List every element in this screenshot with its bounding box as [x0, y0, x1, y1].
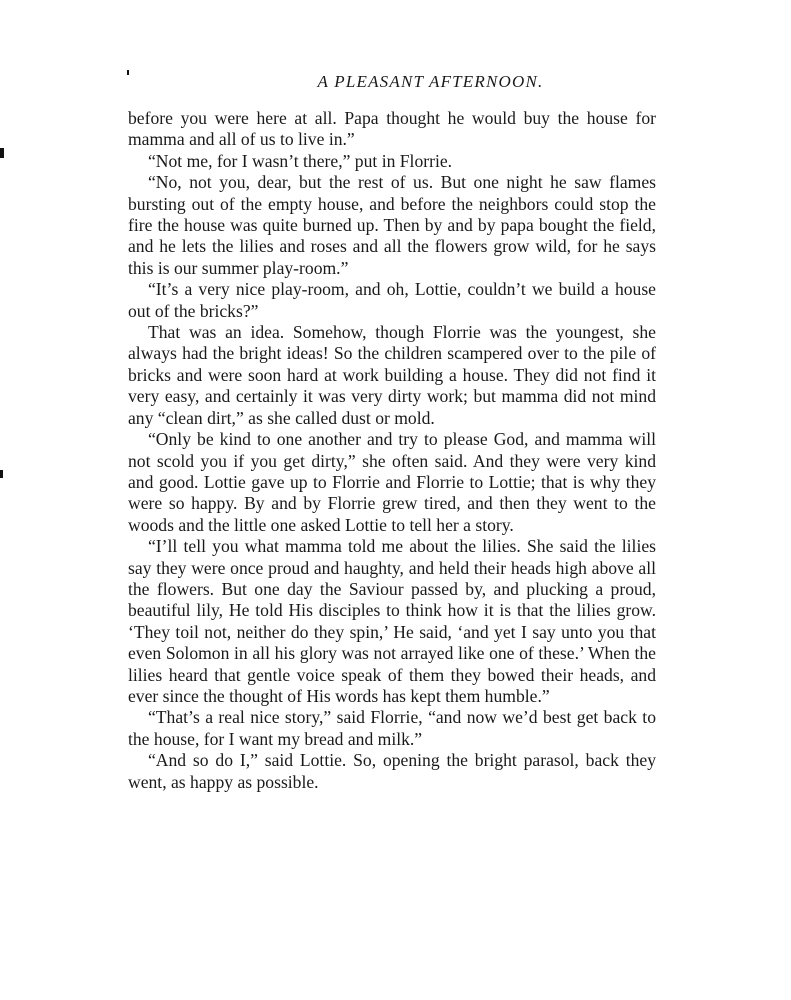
paragraph: “I’ll tell you what mamma told me about the lilies. She said the lilies say they were once proud and haughty, and held their heads high above all the flowers. But one day the Saviour passed by, and plucking a proud, beautiful lily, He told His disciples to think how it is that the lilies grow. ‘They toil not, neither do they spin,’ He said, ‘and yet I say unto you that even Solomon in all his glory was not arrayed like one of these.’ When the lilies heard that gentle voice speak of them they bowed their heads, and ever since the thought of His words has kept them humble.”	[128, 536, 656, 706]
paragraph: before you were here at all. Papa thought he would buy the house for mamma and all of us to live in.”	[128, 108, 656, 150]
running-head: A PLEASANT AFTERNOON.	[317, 72, 544, 91]
paragraph: “It’s a very nice play-room, and oh, Lottie, couldn’t we build a house out of the bricks?”	[128, 279, 656, 321]
paragraph: “Only be kind to one another and try to please God, and mamma will not scold you if you get dirty,” she often said. And they were very kind and good. Lottie gave up to Florrie and Florrie to Lottie; that is why they were so happy. By and by Florrie grew tired, and then they went to the woods and the little one asked Lottie to tell her a story.	[128, 429, 656, 535]
paragraph: “That’s a real nice story,” said Florrie, “and now we’d best get back to the house, for I want my bread and milk.”	[128, 707, 656, 749]
margin-ink-mark	[0, 148, 4, 158]
paragraph: “Not me, for I wasn’t there,” put in Florrie.	[148, 150, 453, 171]
paragraph: “No, not you, dear, but the rest of us. But one night he saw flames bursting out of the empty house, and before the neighbors could stop the fire the house was quite burned up. Then by and by papa bought the field, and he lets the lilies and roses and all the flowers grow wild, for he says this is our summer play-room.”	[128, 172, 656, 278]
body-text	[128, 108, 656, 793]
paragraph: That was an idea. Somehow, though Florrie was the youngest, she always had the bright ideas! So the children scampered over to the pile of bricks and were soon hard at work building a house. They did not find it very easy, and certainly it was very dirty work; but mamma did not mind any “clean dirt,” as she called dust or mold.	[128, 322, 656, 428]
margin-ink-mark	[0, 470, 3, 478]
paragraph: “And so do I,” said Lottie. So, opening the bright parasol, back they went, as happy as possible.	[128, 750, 656, 792]
